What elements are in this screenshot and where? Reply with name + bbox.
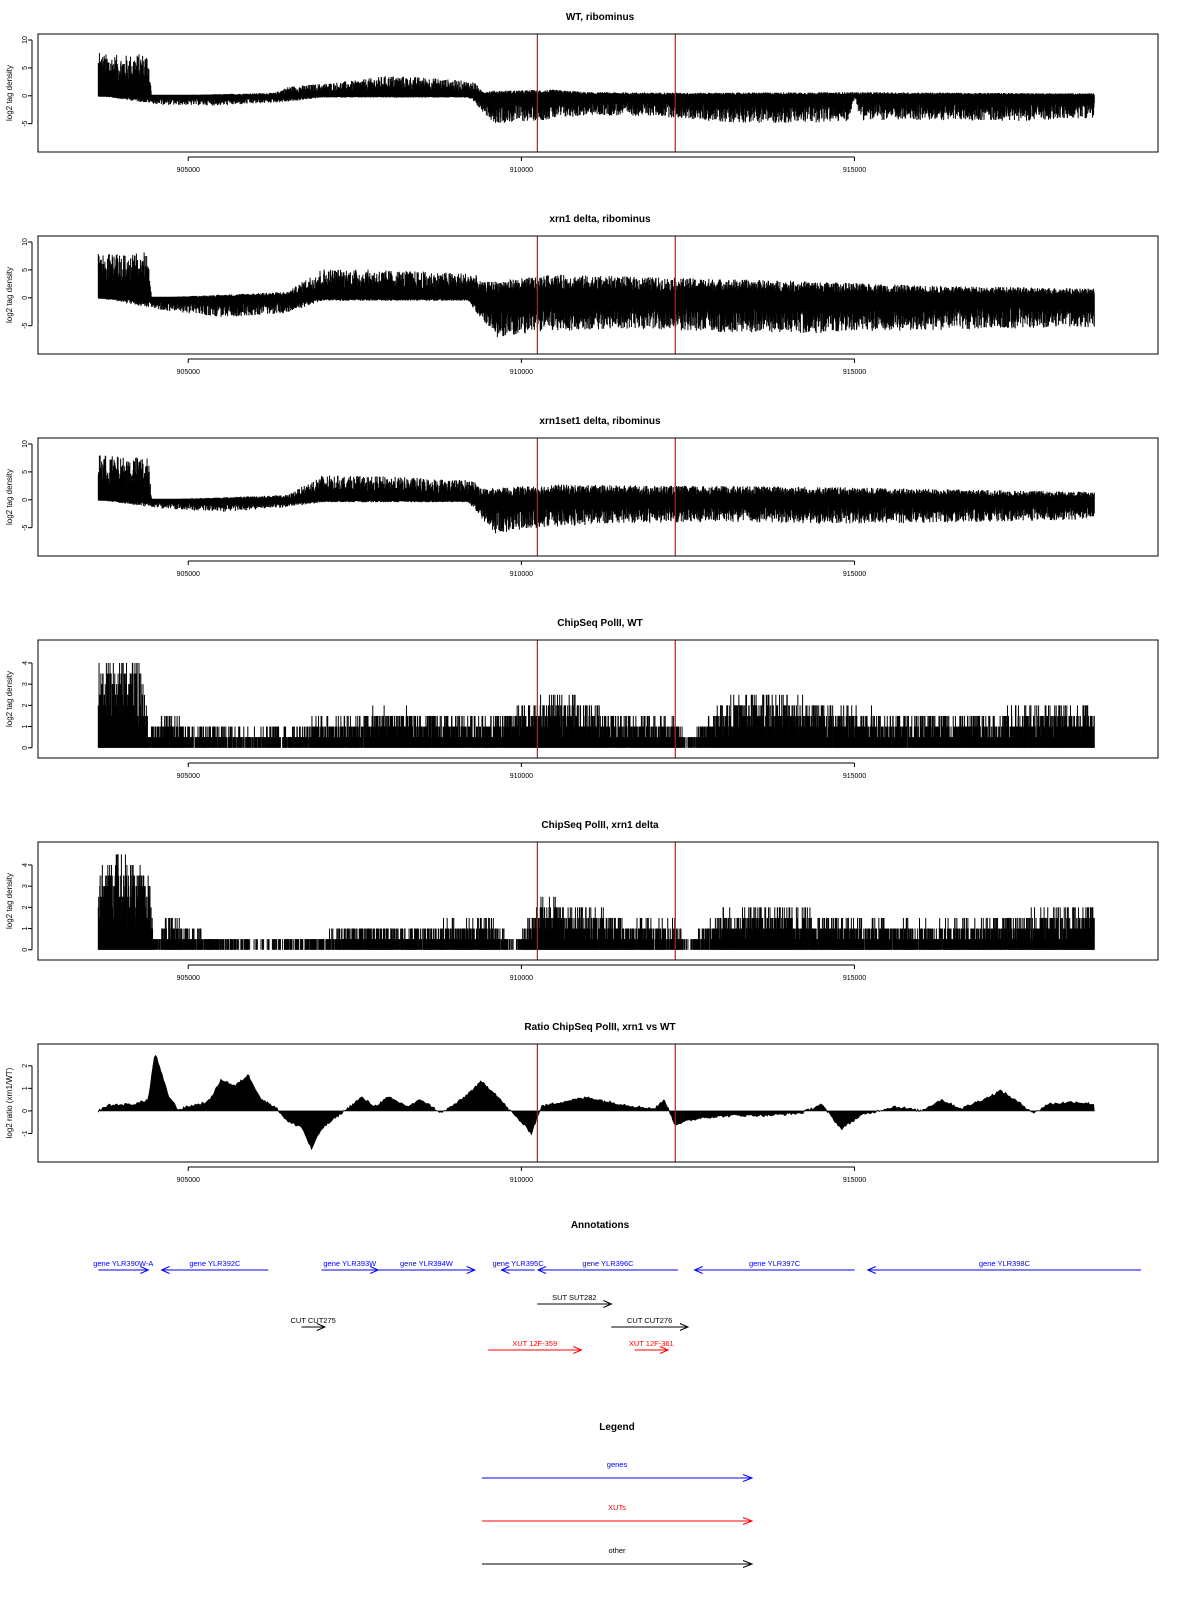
data-marks — [98, 53, 1094, 123]
panel-1 — [5, 12, 1158, 174]
y-axis-label: log2 tag density — [5, 65, 14, 121]
panel-title: WT, ribominus — [566, 12, 635, 23]
